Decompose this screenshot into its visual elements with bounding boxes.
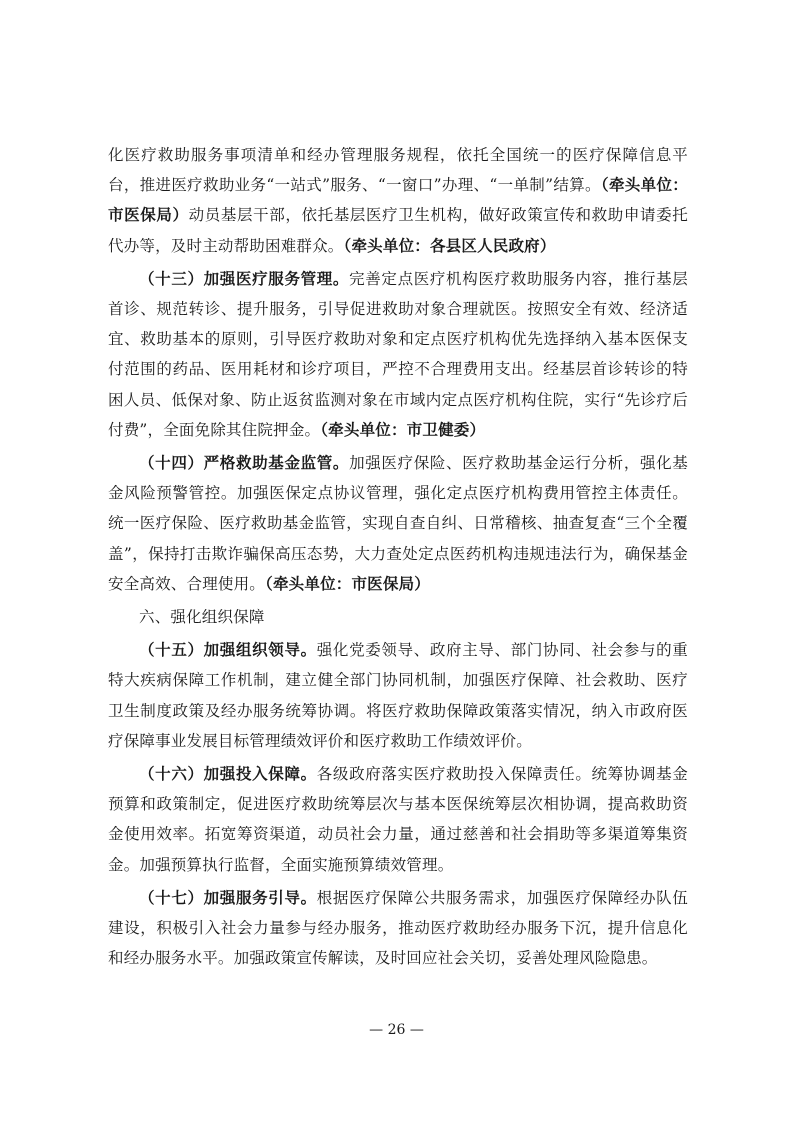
paragraph-17 (108, 883, 688, 974)
text-run: 各级政府落实医疗救助投入保障责任。统筹协调基金预算和政策制定，促进医疗救助统筹层次与基本医保统筹层次相协调，提高救助资金使用效率。拓宽筹资渠道，动员社会力量，通过慈善和社会捐助等多渠道筹集资金。加强预算执行监督，全面实施预算绩效管理。 (108, 765, 688, 874)
section-heading: （十七）加强服务引导。 (139, 887, 317, 907)
section-heading: （十三）加强医疗服务管理。 (139, 268, 350, 288)
text-run: 化医疗救助服务事项清单和经办管理服务规程，依托全国统一的医疗保障信息平台，推进医疗救助业务“一站式”服务、“一窗口”办理、“一单制”结算。 (108, 146, 688, 195)
paragraph-0 (108, 140, 688, 261)
paragraph-14 (108, 448, 688, 599)
chapter-heading (108, 602, 688, 632)
text-run: 动员基层干部，依托基层医疗卫生机构，做好政策宣传和救助申请委托代办等，及时主动帮助困难群众。 (108, 206, 688, 255)
section-heading: （十六）加强投入保障。 (139, 764, 317, 784)
text-run: 加强医疗保险、医疗救助基金运行分析，强化基金风险预警管控。加强医保定点协议管理，强化定点医疗机构费用管控主体责任。统一医疗保险、医疗救助基金监管，实现自查自纠、日常稽核、抽查复查“三个全覆盖”，保持打击欺诈骗保高压态势，大力查处定点医药机构违规违法行为，确保基金安全高效、合理使用。 (108, 454, 688, 593)
lead-unit-label: （牵头单位：各县区人民政府） (343, 235, 556, 255)
section-heading: （十五）加强组织领导。 (139, 640, 317, 660)
paragraph-13 (108, 264, 688, 445)
paragraph-15 (108, 635, 688, 756)
chapter-title: 六、强化组织保障 (139, 608, 265, 627)
paragraph-16 (108, 759, 688, 880)
text-run: 根据医疗保障公共服务需求，加强医疗保障经办队伍建设，积极引入社会力量参与经办服务，推动医疗救助经办服务下沉，提升信息化和经办服务水平。加强政策宣传解读，及时回应社会关切，妥善处理风险隐患。 (108, 888, 688, 968)
text-run: 强化党委领导、政府主导、部门协同、社会参与的重特大疾病保障工作机制，建立健全部门协同机制，加强医疗保障、社会救助、医疗卫生制度政策及经办服务统筹协调。将医疗救助保障政策落实情况，纳入市政府医疗保障事业发展目标管理绩效评价和医疗救助工作绩效评价。 (108, 641, 688, 750)
lead-unit-label: （牵头单位：市医保局） (108, 175, 688, 225)
lead-unit-label: （牵头单位：市医保局） (265, 573, 430, 593)
text-run: 完善定点医疗机构医疗救助服务内容，推行基层首诊、规范转诊、提升服务，引导促进救助对象合理就医。按照安全有效、经济适宜、救助基本的原则，引导医疗救助对象和定点医疗机构优先选择纳入基本医保支付范围的药品、医用耗材和诊疗项目，严控不合理费用支出。经基层首诊转诊的特困人员、低保对象、防止返贫监测对象在市域内定点医疗机构住院，实行“先诊疗后付费”，全面免除其住院押金。 (108, 269, 688, 439)
section-heading: （十四）严格救助基金监管。 (139, 453, 350, 473)
page-number: — 26 — (369, 1022, 424, 1038)
lead-unit-label: （牵头单位：市卫健委） (320, 419, 486, 439)
document-body (108, 140, 688, 976)
